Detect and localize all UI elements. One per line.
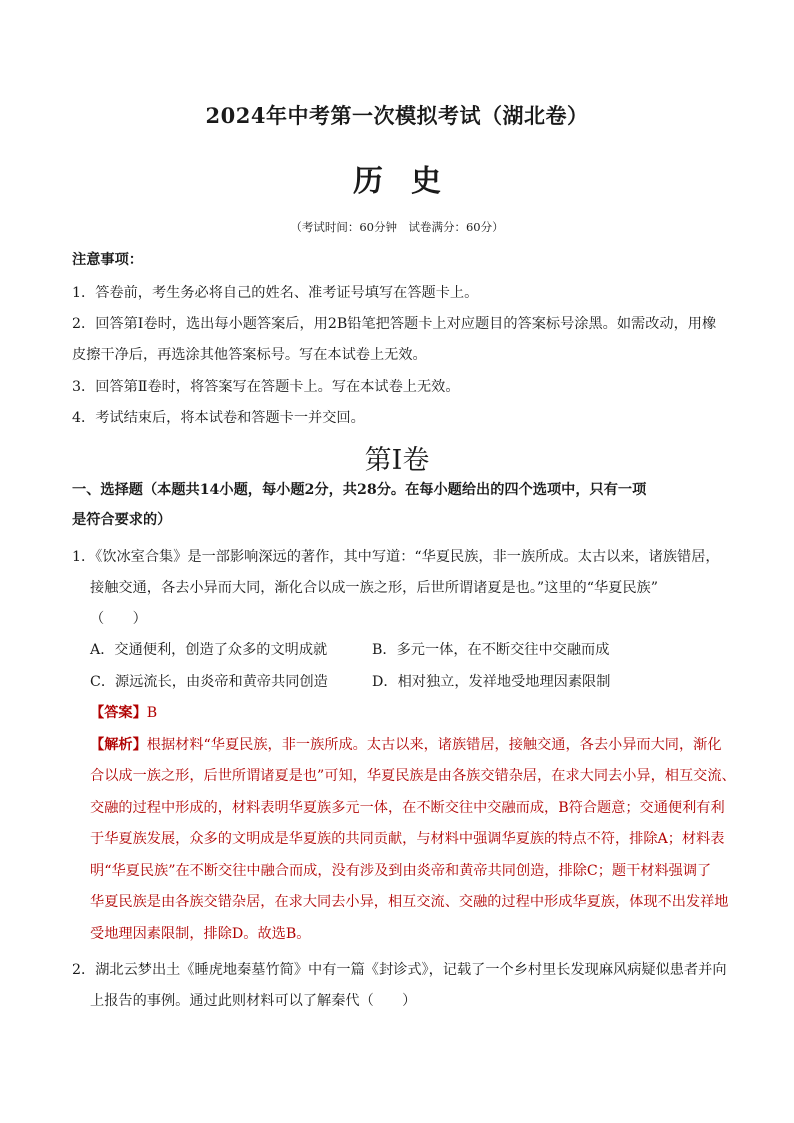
analysis-tag: 【解析】 (90, 737, 147, 753)
analysis-text: 于华夏族发展，众多的文明成是华夏族的共同贡献，与材料中强调华夏族的特点不符，排除A；材料表 (90, 831, 725, 847)
analysis-text: 合以成一族之形，后世所谓诸夏是也”可知，华夏民族是由各族交错杂居，在求大同去小异，相互交流、 (90, 768, 736, 784)
notice-item: 皮擦干净后，再选涂其他答案标号。写在本试卷上无效。 (72, 347, 427, 363)
answer-tag: 【答案】 (90, 705, 147, 721)
answer-line (90, 703, 157, 723)
question-2-text: 上报告的事例。通过此则材料可以了解秦代（ ） (90, 993, 417, 1009)
section-title: 第Ⅰ卷 (364, 445, 430, 476)
analysis-line (90, 735, 722, 755)
exam-info: （考试时间：60分钟 试卷满分：60分） (290, 220, 504, 234)
option-b: B．多元一体，在不断交往中交融而成 (372, 642, 610, 658)
analysis-text: 明“华夏民族”在不断交往中融合而成，没有涉及到由炎帝和黄帝共同创造，排除C；题干材料强调了 (90, 863, 712, 879)
option-d: D．相对独立，发祥地受地理因素限制 (372, 674, 611, 690)
option-a: A．交通便利，创造了众多的文明成就 (90, 642, 328, 658)
question-1-text: 接触交通，各去小异而大同，渐化合以成一族之形，后世所谓诸夏是也。”这里的“华夏民族” (90, 580, 658, 596)
exam-title: 2024年中考第一次模拟考试（湖北卷） (205, 103, 589, 128)
notice-item: 4．考试结束后，将本试卷和答题卡一并交回。 (72, 410, 365, 426)
subject-heading: 历史 (353, 164, 469, 199)
question-2-text: 2．湖北云梦出土《睡虎地秦墓竹简》中有一篇《封诊式》，记载了一个乡村里长发现麻风病疑似患者并向 (72, 962, 727, 978)
answer-value: B (146, 705, 158, 721)
analysis-text: 交融的过程中形成的，材料表明华夏族多元一体，在不断交往中交融而成，B符合题意；交通便利有利 (90, 800, 725, 816)
part-one-heading: 是符合要求的） (72, 512, 172, 528)
part-one-heading: 一、选择题（本题共14小题，每小题2分，共28分。在每小题给出的四个选项中，只有一项 (72, 482, 647, 498)
option-c: C．源远流长，由炎帝和黄帝共同创造 (90, 674, 328, 690)
notice-heading: 注意事项： (72, 252, 143, 268)
analysis-text: 受地理因素限制，排除D。故选B。 (90, 926, 311, 942)
analysis-text: 华夏民族是由各族交错杂居，在求大同去小异，相互交流、交融的过程中形成华夏族，体现不出发祥地 (90, 894, 729, 910)
notice-item: 3．回答第Ⅱ卷时，将答案写在答题卡上。写在本试卷上无效。 (72, 379, 460, 395)
question-1-text: 1．《饮冰室合集》是一部影响深远的著作，其中写道：“华夏民族，非一族所成。太古以来，诸族错居， (72, 549, 720, 565)
analysis-text: 根据材料“华夏民族，非一族所成。太古以来，诸族错居，接触交通，各去小异而大同，渐化 (146, 737, 722, 753)
notice-item: 2．回答第Ⅰ卷时，选出每小题答案后，用2B铅笔把答题卡上对应题目的答案标号涂黑。如需改动，用橡 (72, 316, 717, 332)
question-1-text: （ ） (90, 611, 147, 627)
notice-item: 1．答卷前，考生务必将自己的姓名、准考证号填写在答题卡上。 (72, 285, 479, 301)
